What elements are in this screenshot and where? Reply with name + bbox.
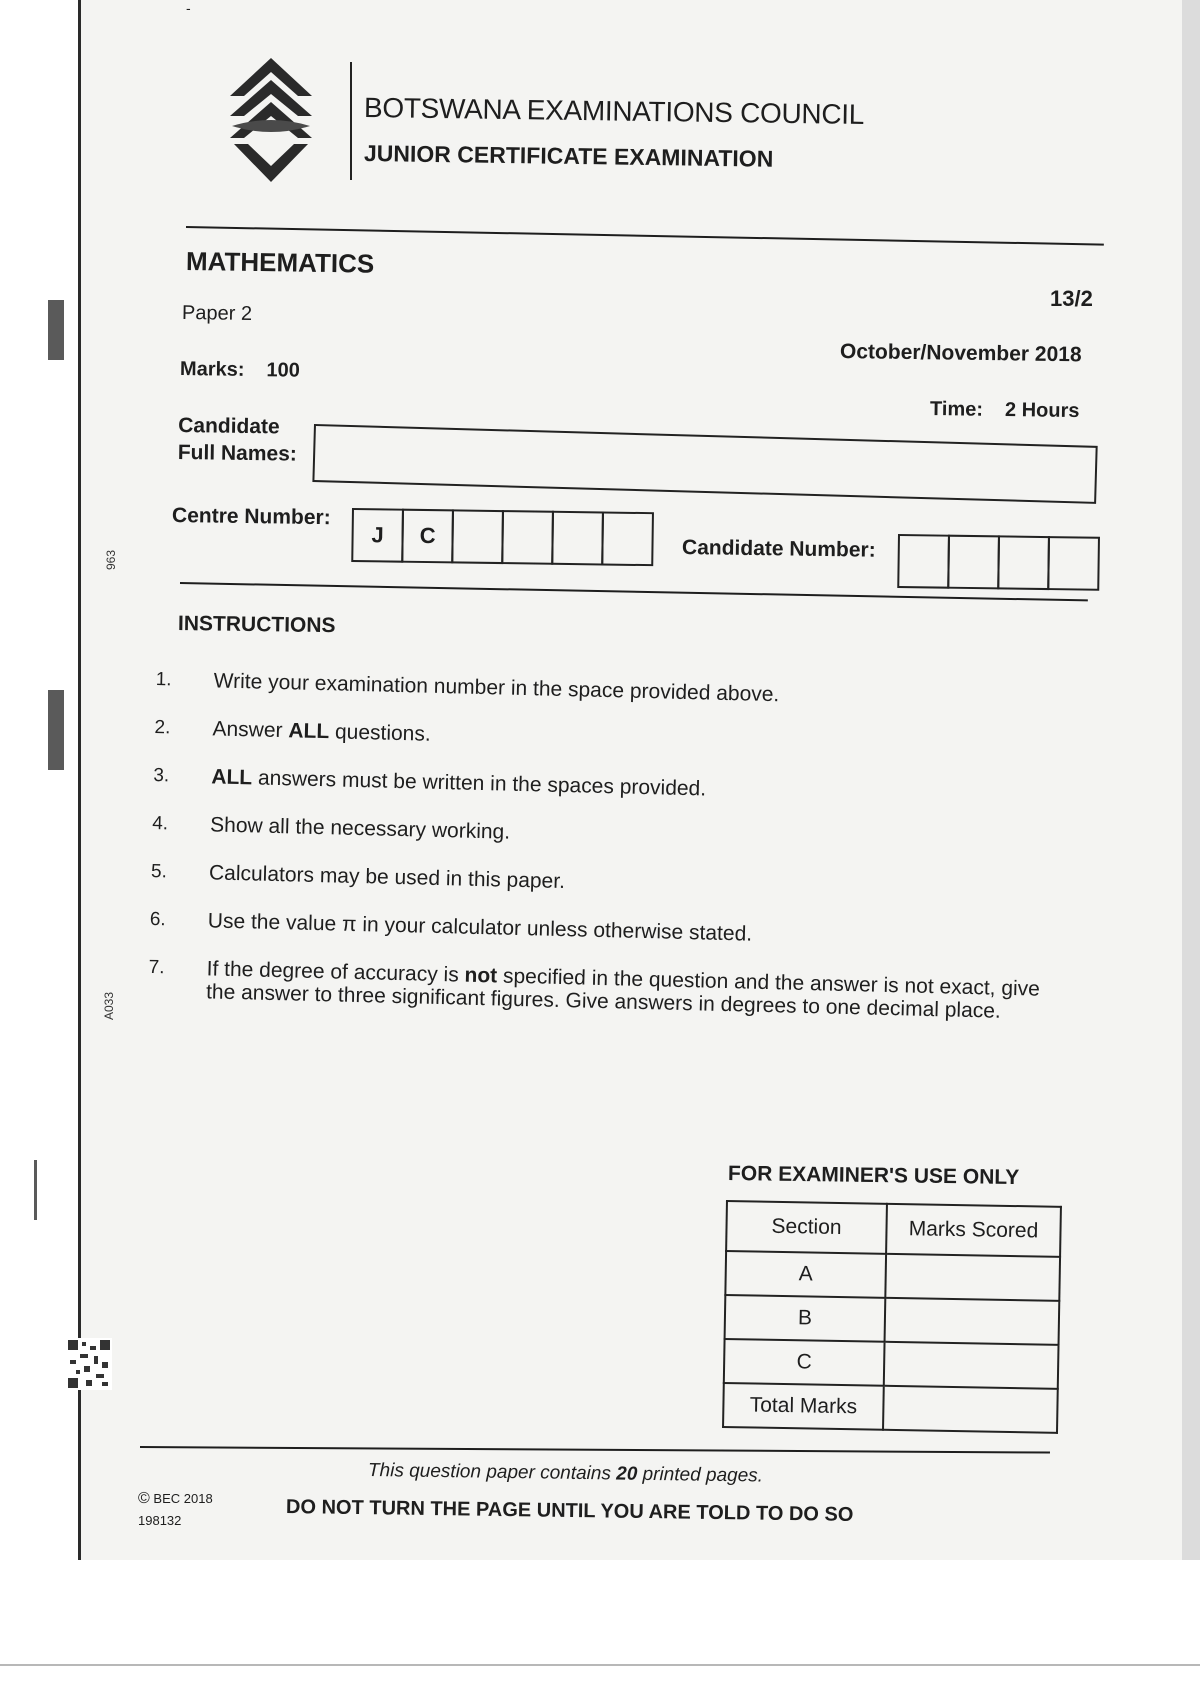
table-row — [725, 1251, 1060, 1301]
centre-number-cell[interactable] — [551, 511, 604, 566]
marks-cell[interactable] — [885, 1254, 1060, 1301]
candidate-number-cell[interactable] — [997, 535, 1050, 590]
section-cell: B — [725, 1295, 886, 1342]
do-not-turn-warning: DO NOT TURN THE PAGE UNTIL YOU ARE TOLD TO DO SO — [285, 1496, 854, 1526]
column-header-section: Section — [726, 1201, 887, 1254]
candidate-names-field[interactable] — [312, 424, 1097, 504]
instruction-item: 3. ALL answers must be written in the spaces provided. — [153, 764, 707, 801]
bec-logo-icon — [228, 56, 314, 184]
instruction-item: 7. If the degree of accuracy is not specified in the question and the answer is not exact, give the answer to three significant figures. Give answers in degrees to one decimal place. — [148, 956, 1041, 1023]
section-cell: A — [725, 1251, 886, 1298]
page-bottom-area — [0, 1560, 1200, 1698]
header-divider — [350, 62, 352, 180]
time-info — [930, 398, 1080, 423]
centre-number-cell[interactable]: J — [351, 508, 404, 563]
candidate-number-cell[interactable] — [897, 534, 950, 589]
side-code: 963 — [104, 549, 118, 570]
time-label: Time: — [929, 398, 984, 421]
marks-label: Marks: — [179, 358, 245, 381]
instruction-item: 2. Answer ALL questions. — [154, 716, 432, 746]
copyright-block — [138, 1488, 213, 1532]
column-header-marks: Marks Scored — [886, 1204, 1061, 1257]
side-code: A033 — [102, 991, 116, 1020]
clip-mark — [48, 300, 64, 360]
total-marks-cell[interactable] — [883, 1386, 1058, 1433]
section-cell: C — [724, 1339, 885, 1386]
instructions-list — [147, 668, 1056, 1049]
candidate-number-field[interactable] — [899, 534, 1100, 591]
instruction-item: 4. Show all the necessary working. — [151, 812, 511, 844]
candidate-number-cell[interactable] — [1047, 536, 1100, 591]
candidate-names-label: Candidate Full Names: — [177, 414, 297, 466]
candidate-number-label: Candidate Number: — [681, 536, 876, 562]
marks-cell[interactable] — [884, 1342, 1059, 1389]
page-right-edge — [1182, 0, 1200, 1560]
clip-mark — [34, 1160, 37, 1220]
table-row — [725, 1295, 1060, 1345]
candidate-number-cell[interactable] — [947, 535, 1000, 590]
total-label-cell: Total Marks — [723, 1383, 884, 1430]
paper-number: Paper 2 — [181, 302, 253, 325]
top-mark: - — [186, 0, 191, 16]
table-row — [723, 1383, 1058, 1433]
centre-number-cell[interactable] — [451, 509, 504, 564]
page-count-note: This question paper contains 20 printed pages. — [367, 1460, 764, 1487]
instruction-item: 6. Use the value π in your calculator unless otherwise stated. — [149, 908, 753, 946]
exam-title: JUNIOR CERTIFICATE EXAMINATION — [363, 140, 774, 172]
paper-code: 13/2 — [1050, 286, 1093, 311]
council-title: BOTSWANA EXAMINATIONS COUNCIL — [363, 92, 865, 130]
marks-value: 100 — [266, 359, 301, 382]
header-rule — [186, 226, 1104, 246]
footer-rule — [140, 1446, 1050, 1454]
paper-serial: 198132 — [138, 1513, 182, 1528]
scan-shadow-line — [0, 1664, 1200, 1666]
centre-number-cell[interactable] — [501, 510, 554, 565]
binding-edge — [78, 0, 81, 1560]
centre-number-cell[interactable]: C — [401, 509, 454, 564]
exam-session: October/November 2018 — [839, 340, 1082, 367]
table-row — [724, 1339, 1059, 1389]
centre-number-label: Centre Number: — [171, 504, 331, 530]
marks-cell[interactable] — [885, 1298, 1060, 1345]
instruction-item: 5. Calculators may be used in this paper. — [150, 860, 566, 894]
subject-title: MATHEMATICS — [185, 246, 375, 279]
copyright-icon: © — [138, 1490, 150, 1507]
centre-number-field[interactable] — [353, 508, 654, 566]
qr-code-icon — [66, 1338, 112, 1390]
instruction-item: 1. Write your examination number in the space provided above. — [155, 668, 780, 707]
examiner-marks-table — [722, 1200, 1062, 1434]
instructions-title: INSTRUCTIONS — [177, 612, 336, 638]
copyright-text: BEC 2018 — [153, 1491, 213, 1506]
page-margin — [0, 0, 80, 1560]
examiner-title: FOR EXAMINER'S USE ONLY — [727, 1162, 1020, 1190]
time-value: 2 Hours — [1004, 399, 1080, 423]
marks-info — [180, 358, 300, 383]
centre-number-cell[interactable] — [601, 511, 654, 566]
clip-mark — [48, 690, 64, 770]
